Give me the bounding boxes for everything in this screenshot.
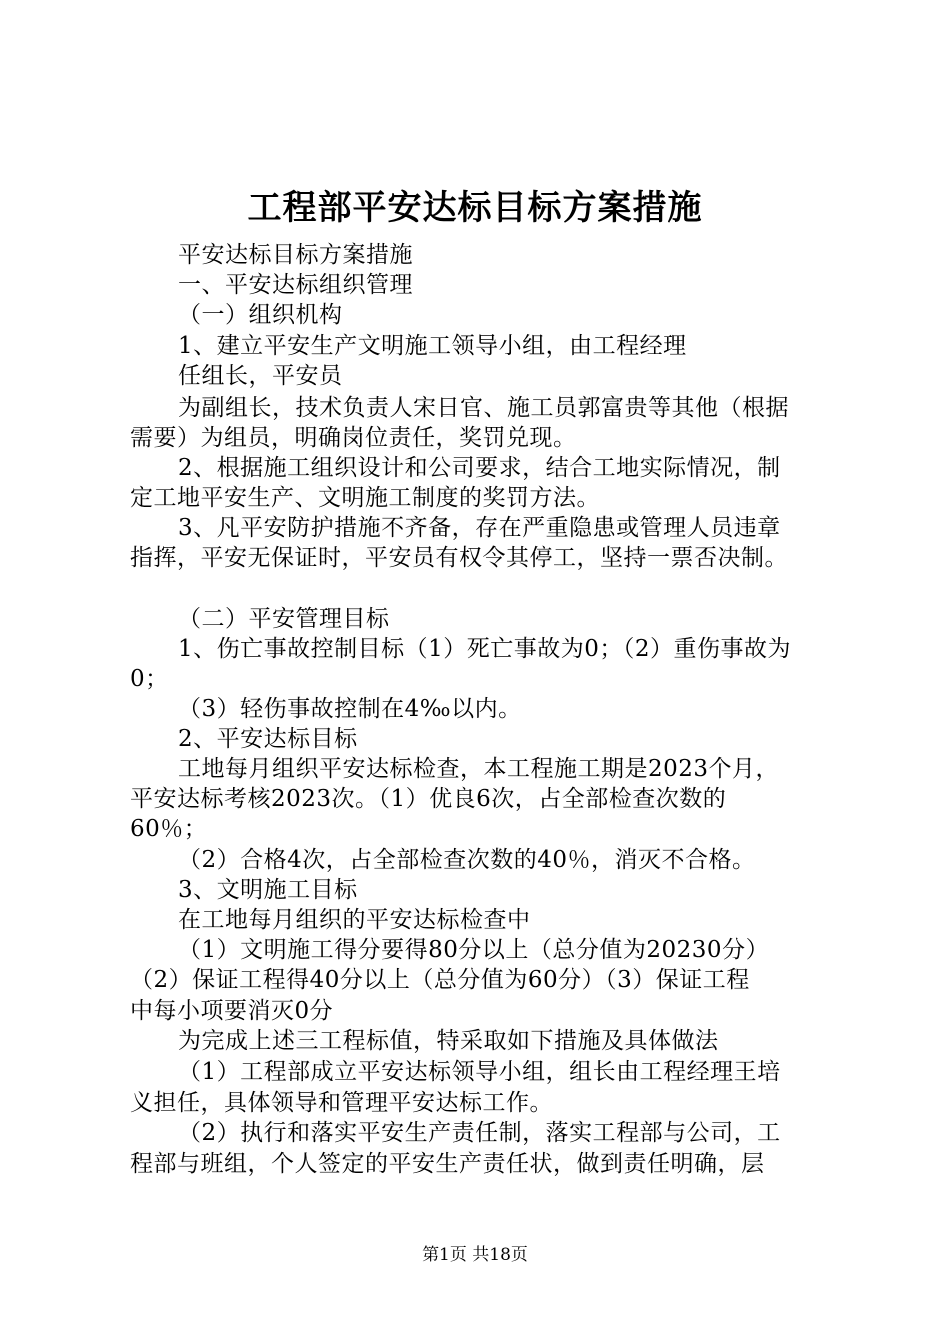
- text-line: 一、平安达标组织管理: [178, 272, 413, 298]
- text-line: 程部与班组，个人签定的平安生产责任状，做到责任明确，层: [130, 1151, 765, 1177]
- text-line: （一）组织机构: [178, 302, 343, 328]
- text-line: 3、文明施工目标: [178, 877, 358, 903]
- document-title: 工程部平安达标目标方案措施: [247, 188, 703, 228]
- text-line: 2、平安达标目标: [178, 726, 358, 752]
- text-line: 义担任，具体领导和管理平安达标工作。: [130, 1090, 553, 1116]
- text-line: 60％；: [130, 816, 208, 842]
- text-line: （二）平安管理目标: [178, 606, 390, 632]
- text-line: （3）轻伤事故控制在4‰以内。: [178, 696, 522, 722]
- text-line: 工地每月组织平安达标检查，本工程施工期是2023个月，: [178, 756, 780, 782]
- text-line: 在工地每月组织的平安达标检查中: [178, 907, 531, 933]
- text-line: 平安达标考核2023次。（1）优良6次，占全部检查次数的: [130, 786, 727, 812]
- text-line: 3、凡平安防护措施不齐备，存在严重隐患或管理人员违章: [178, 515, 781, 541]
- text-line: 1、伤亡事故控制目标（1）死亡事故为0；（2）重伤事故为: [178, 636, 792, 662]
- text-line: 需要）为组员，明确岗位责任，奖罚兑现。: [130, 425, 577, 451]
- text-line: 2、根据施工组织设计和公司要求，结合工地实际情况，制: [178, 455, 781, 481]
- text-line: 定工地平安生产、文明施工制度的奖罚方法。: [130, 485, 600, 511]
- text-line: 平安达标目标方案措施: [178, 242, 413, 268]
- text-line: （1）文明施工得分要得80分以上（总分值为20230分）: [178, 937, 770, 963]
- text-line: 中每小项要消灭0分: [130, 998, 334, 1024]
- text-line: 1、建立平安生产文明施工领导小组，由工程经理: [178, 333, 687, 359]
- text-line: （1）工程部成立平安达标领导小组，组长由工程经理王培: [178, 1059, 781, 1085]
- text-line: 任组长，平安员: [178, 363, 343, 389]
- text-line: （2）执行和落实平安生产责任制，落实工程部与公司，工: [178, 1120, 781, 1146]
- text-line: （2）合格4次，占全部检查次数的40％，消灭不合格。: [178, 847, 756, 873]
- text-line: 为完成上述三工程标值，特采取如下措施及具体做法: [178, 1028, 719, 1054]
- page-footer: 第1页 共18页: [422, 1245, 528, 1265]
- text-line: 为副组长，技术负责人宋日官、施工员郭富贵等其他（根据: [178, 395, 789, 421]
- text-line: 0；: [130, 666, 169, 692]
- text-line: （2）保证工程得40分以上（总分值为60分）（3）保证工程: [130, 967, 750, 993]
- text-line: 指挥，平安无保证时，平安员有权令其停工，坚持一票否决制。: [130, 545, 788, 571]
